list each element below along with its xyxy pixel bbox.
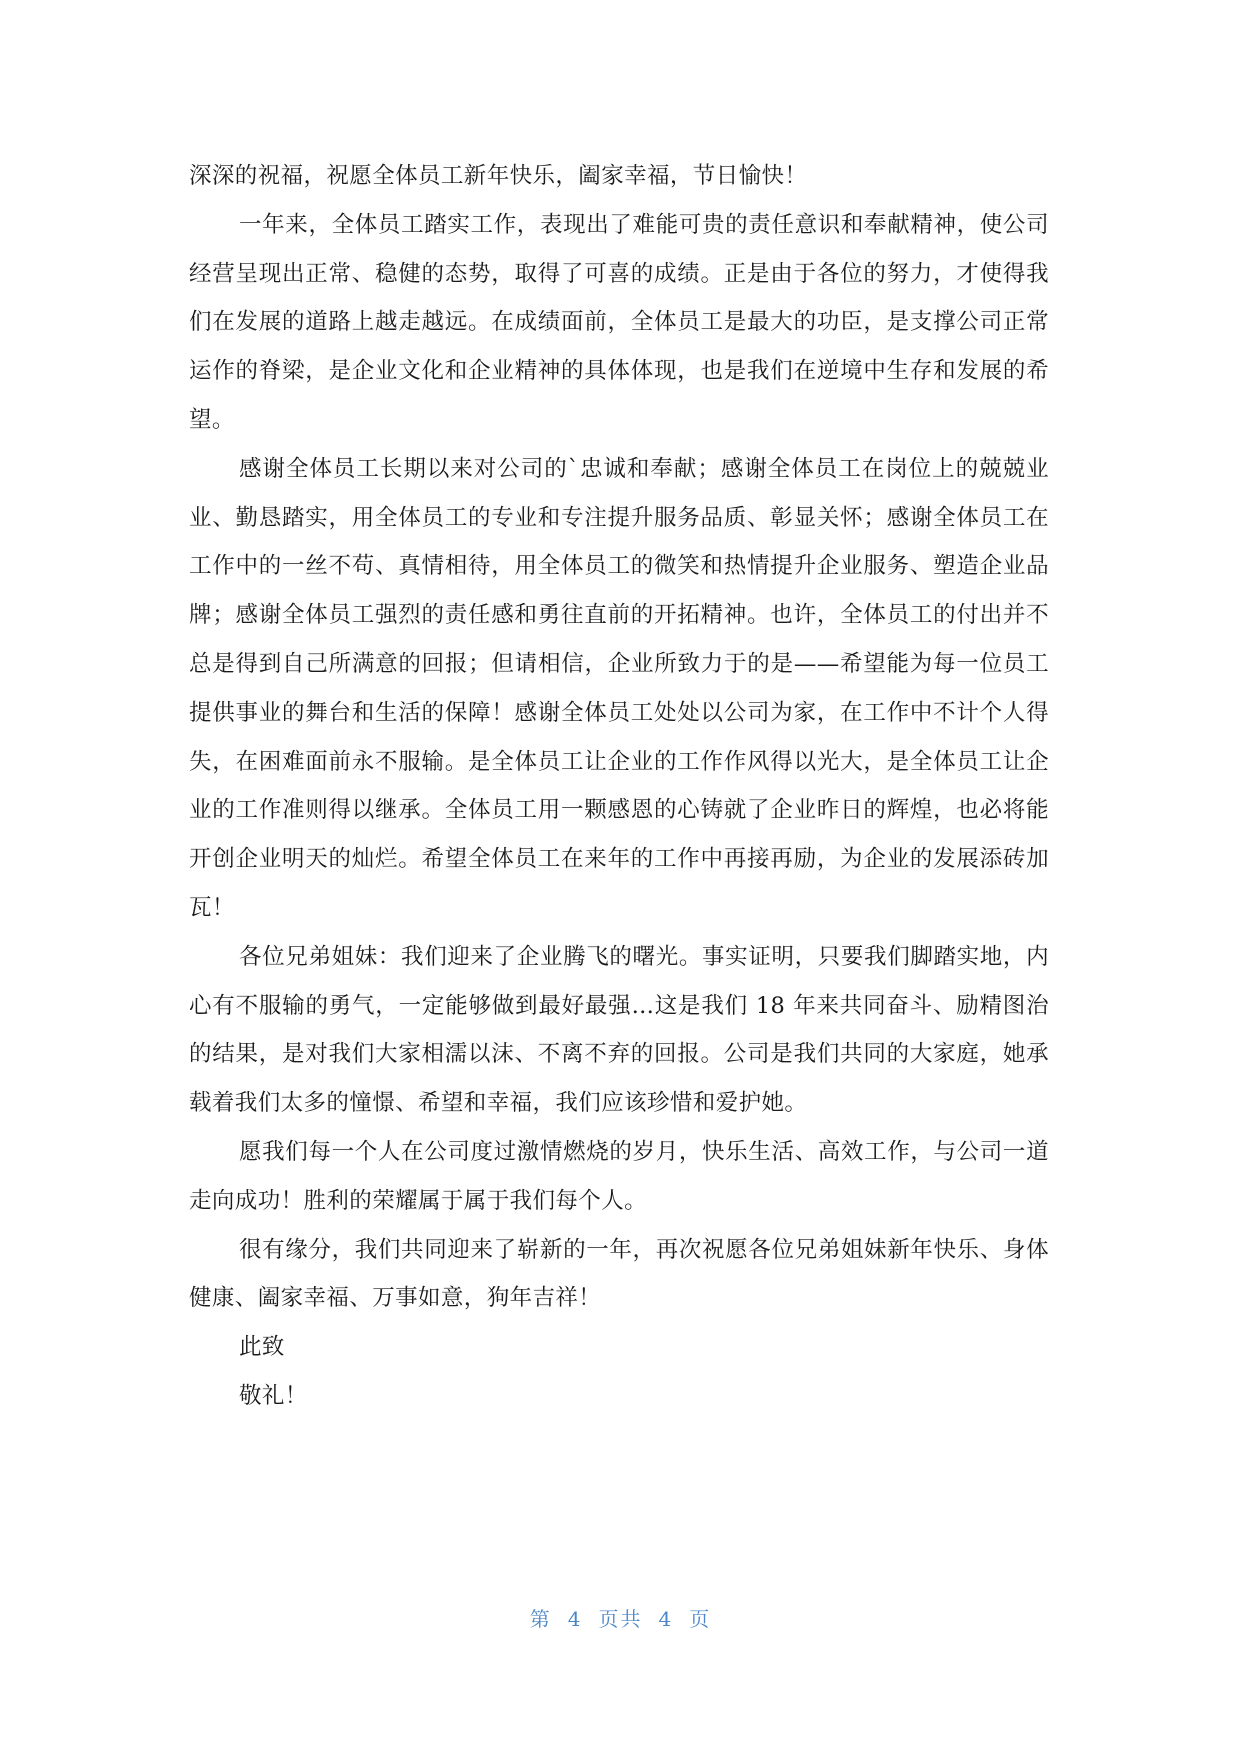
- footer-suffix: 页: [689, 1607, 712, 1631]
- footer-prefix: 第: [529, 1607, 552, 1631]
- paragraph-thanks: 感谢全体员工长期以来对公司的`忠诚和奉献；感谢全体员工在岗位上的兢兢业业、勤恳踏实，用全体员工的专业和专注提升服务品质、彰显关怀；感谢全体员工在工作中的一丝不苟、真情相待，用全体员工的微笑和热情提升企业服务、塑造企业品牌；感谢全体员工强烈的责任感和勇往直前的开拓精神。也许，全体员工的付出并不总是得到自己所满意的回报；但请相信，企业所致力于的是——希望能为每一位员工提供事业的舞台和生活的保障！感谢全体员工处处以公司为家，在工作中不计个人得失，在困难面前永不服输。是全体员工让企业的工作作风得以光大，是全体员工让企业的工作准则得以继承。全体员工用一颗感恩的心铸就了企业昨日的辉煌，也必将能开创企业明天的灿烂。希望全体员工在来年的工作中再接再励，为企业的发展添砖加瓦！: [189, 455, 1049, 921]
- document-body: [189, 152, 1049, 1421]
- footer-total-pages: 4: [658, 1607, 674, 1631]
- paragraph-continuation: 深深的祝福，祝愿全体员工新年快乐，阖家幸福，节日愉快！: [189, 163, 808, 189]
- footer-middle: 页共: [598, 1607, 643, 1631]
- closing-cizhi: 此致: [239, 1334, 285, 1361]
- page-footer: [0, 1603, 1241, 1632]
- paragraph-year-review: 一年来，全体员工踏实工作，表现出了难能可贵的责任意识和奉献精神，使公司经营呈现出正常、稳健的态势，取得了可喜的成绩。正是由于各位的努力，才使得我们在发展的道路上越走越远。在成绩面前，全体员工是最大的功臣，是支撑公司正常运作的脊梁，是企业文化和企业精神的具体体现，也是我们在逆境中生存和发展的希望。: [189, 211, 1049, 433]
- paragraph-brothers-sisters: 各位兄弟姐妹：我们迎来了企业腾飞的曙光。事实证明，只要我们脚踏实地，内心有不服输的勇气，一定能够做到最好最强…这是我们 18 年来共同奋斗、励精图治的结果，是对我们大家相濡以沫、不离不弃的回报。公司是我们共同的大家庭，她承载着我们太多的憧憬、希望和幸福，我们应该珍惜和爱护她。: [189, 943, 1049, 1117]
- paragraph-new-year-blessing: 很有缘分，我们共同迎来了崭新的一年，再次祝愿各位兄弟姐妹新年快乐、身体健康、阖家幸福、万事如意，狗年吉祥！: [189, 1236, 1049, 1312]
- paragraph-wish: 愿我们每一个人在公司度过激情燃烧的岁月，快乐生活、高效工作，与公司一道走向成功！胜利的荣耀属于属于我们每个人。: [189, 1138, 1049, 1214]
- footer-current-page: 4: [567, 1607, 583, 1631]
- closing-jingli: 敬礼！: [239, 1382, 308, 1409]
